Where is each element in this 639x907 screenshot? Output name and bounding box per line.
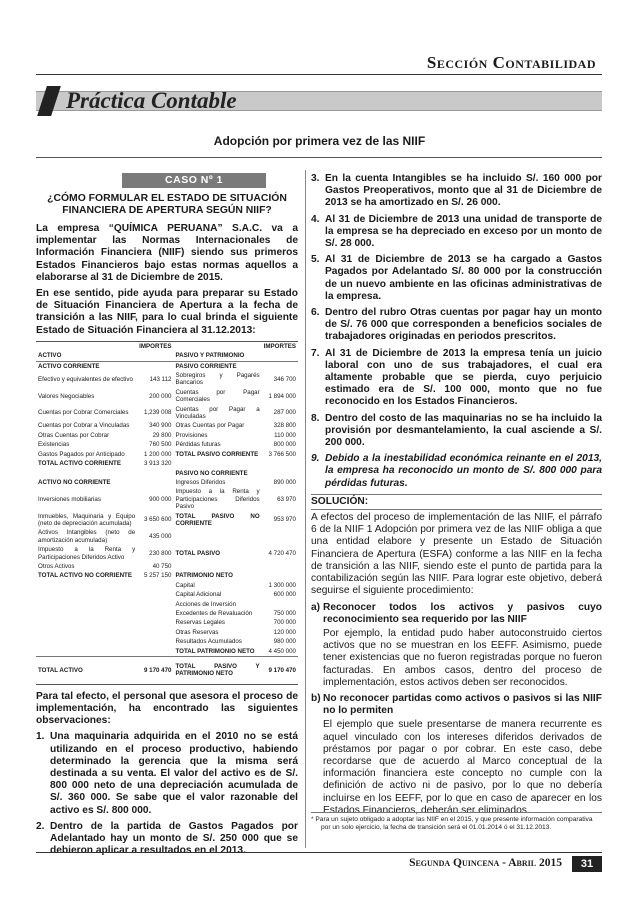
table-cell: Cuentas por Cobrar a Vinculadas <box>38 422 130 430</box>
table-cell: Excedentes de Revaluación <box>175 610 253 618</box>
table-cell: 4 720 470 <box>268 549 296 557</box>
table-cell: Efectivo y equivalentes de efectivo <box>38 375 133 383</box>
table-cell: Capital Adicional <box>175 591 222 599</box>
table-cell: Otros Activos <box>38 562 75 570</box>
amounts-header: IMPORTES <box>263 342 296 350</box>
table-cell: 110 000 <box>274 431 296 439</box>
table-cell: 9 170 470 <box>137 657 173 685</box>
step-b-heading: b) No reconocer partidas como activos o pasivos si las NIIF no lo permiten <box>311 692 602 717</box>
table-cell: PASIVO NO CORRIENTE <box>175 469 248 477</box>
table-cell: 1,239 008 <box>143 409 172 417</box>
table-cell: 890 000 <box>273 478 296 486</box>
balance-sheet-table <box>36 341 298 685</box>
table-row <box>36 571 298 580</box>
case-question: ¿CÓMO FORMULAR EL ESTADO DE SITUACIÓN FINANCIERA DE APERTURA SEGÚN NIIF? <box>47 193 287 216</box>
table-cell: PATRIMONIO NETO <box>175 572 233 580</box>
table-row <box>36 469 298 478</box>
table-row <box>36 600 298 609</box>
table-cell: 760 500 <box>149 441 172 449</box>
step-a-heading: a) Reconocer todos los activos y pasivos cuyo reconocimiento sea requerido por las NIIF <box>311 601 602 625</box>
table-cell: 9 170 470 <box>262 657 298 685</box>
table-cell <box>262 361 298 371</box>
page-footer <box>36 852 602 870</box>
table-cell: 328 800 <box>273 422 296 430</box>
table-header-row <box>36 341 298 351</box>
table-cell: TOTAL ACTIVO NO CORRIENTE <box>38 572 132 580</box>
table-cell: Activos Intangibles (neto de amortización acumulada) <box>38 529 136 544</box>
table-row <box>36 562 298 571</box>
table-cell <box>137 590 173 599</box>
observations-list-left <box>36 731 298 857</box>
table-cell <box>262 600 298 609</box>
table-cell: 3 766 500 <box>268 450 296 458</box>
list-item: 1. Una maquinaria adquirida en el 2010 no se está utilizando en el proceso productivo, habiendo determinado la gerencia que la misma será destinada a su venta. El valor del activo es de S/. 800 000 neto de una depreciación acumulada de S/. 360 000. Se sabe que el valor razonable del activo es S/. 800 000. <box>36 731 298 816</box>
table-cell: 900 000 <box>149 495 172 503</box>
list-item: 9. Debido a la inestabilidad económica reinante en el 2013, la empresa ha reconocido un monto de S/. 800 000 para pérdidas futuras. <box>311 453 602 489</box>
table-cell: TOTAL PASIVO CORRIENTE <box>175 450 259 458</box>
table-cell: 63 970 <box>277 495 296 503</box>
table-cell: Reservas Legales <box>175 619 226 627</box>
table-cell: Otras Reservas <box>175 628 219 636</box>
table-cell <box>137 628 173 637</box>
table-cell <box>137 478 173 487</box>
title-band <box>36 86 602 116</box>
table-cell: 750 000 <box>273 610 296 618</box>
table-cell: 5 257 150 <box>143 572 172 580</box>
table-row <box>36 581 298 590</box>
table-row <box>36 628 298 637</box>
issue-label: Segunda Quincena - Abril 2015 <box>409 857 562 869</box>
table-cell <box>36 647 137 657</box>
article-title: Adopción por primera vez de las NIIF <box>213 134 426 148</box>
table-cell <box>36 590 137 599</box>
solution-heading: SOLUCIÓN: <box>311 494 602 510</box>
table-cell <box>262 459 298 468</box>
page-number: 31 <box>572 856 602 872</box>
table-cell: TOTAL PASIVO <box>175 549 221 557</box>
table-cell: Sobregiros y Pagarés Bancarios <box>175 372 260 387</box>
section-header <box>36 51 602 75</box>
total-row <box>36 657 298 685</box>
table-cell <box>174 528 262 545</box>
observations-list-right <box>311 173 602 490</box>
table-cell <box>262 562 298 571</box>
list-item: 3. En la cuenta Intangibles se ha incluido S/. 160 000 por Gastos Preoperativos, monto que al 31 de Diciembre de 2013 se ha amortizado en S/. 26 000. <box>311 173 602 209</box>
table-cell: TOTAL PASIVO NO CORRIENTE <box>175 512 260 527</box>
table-cell: Resultados Acumulados <box>175 638 242 646</box>
divider <box>36 157 602 158</box>
table-row <box>36 545 298 562</box>
step-b-text: El ejemplo que suele presentarse de manera recurrente es aquel vinculado con los intereses diferidos derivados de préstamos por pagar o por cobrar. En este caso, debe recordarse que de acuerdo al Marco conceptual de la información financiera este concepto no cumple con la definición de activo ni de pasivo, por lo que no debería incluirse en los EEFF, por lo que en caso de aparecer en los Estados Financieros, deberán ser eliminados. <box>323 719 602 816</box>
table-cell <box>36 469 137 478</box>
liabilities-header: PASIVO Y PATRIMONIO <box>175 352 245 360</box>
table-cell: Impuesto a la Renta y Participaciones Diferidos Pasivo <box>175 488 260 511</box>
table-cell: 1 894 000 <box>268 392 296 400</box>
table-cell <box>36 618 137 627</box>
table-cell <box>137 647 173 657</box>
column-divider <box>305 170 306 848</box>
table-cell: TOTAL ACTIVO <box>36 657 137 685</box>
table-cell: 346 700 <box>273 375 296 383</box>
table-row <box>36 388 298 405</box>
table-row <box>36 459 298 468</box>
table-row <box>36 478 298 487</box>
list-item: 8. Dentro del costo de las maquinarias no se ha incluido la provisión por desmantelamiento, la cual asciende a S/. 200 000. <box>311 412 602 449</box>
caso-badge: CASO Nº 1 <box>122 173 266 188</box>
table-cell: ACTIVO NO CORRIENTE <box>38 478 111 486</box>
table-cell <box>262 571 298 580</box>
table-cell: Provisiones <box>175 431 208 439</box>
table-cell: Existencias <box>38 441 70 449</box>
table-cell: Valores Negociables <box>38 392 95 400</box>
table-cell: ACTIVO CORRIENTE <box>36 361 137 371</box>
assets-header: ACTIVO <box>38 352 62 360</box>
right-column <box>311 173 602 820</box>
table-cell: 3 650 600 <box>143 516 172 524</box>
table-cell: Otras Cuentas por Pagar <box>175 422 245 430</box>
request-paragraph: En ese sentido, pide ayuda para preparar su Estado de Situación Financiera de Apertura a la fecha de transición a las NIIF, para lo cual brinda el siguiente Estado de Situación Financiera al 31.12.2013: <box>36 288 298 336</box>
table-row <box>36 440 298 449</box>
table-cell: TOTAL PASIVO Y PATRIMONIO NETO <box>174 657 262 685</box>
table-cell: Cuentas por Pagar Comerciales <box>175 388 260 404</box>
table-cell: 3 913 320 <box>143 460 172 468</box>
table-cell: 120 000 <box>273 628 296 636</box>
footnote: * Para un sujeto obligado a adoptar las NIIF en el 2015, y que presente información comparativa por un solo ejercicio, la fecha de transición será el 01.01.2014 ó el 31.12.2013. <box>311 812 602 832</box>
table-cell: 29 800 <box>152 431 172 439</box>
table-row <box>36 450 298 459</box>
table-cell <box>137 581 173 590</box>
table-cell: Impuesto a la Renta y Participaciones Diferidos Activo <box>38 546 136 561</box>
table-row <box>36 609 298 618</box>
table-cell <box>262 469 298 478</box>
table-row <box>36 528 298 545</box>
observations-intro: Para tal efecto, el personal que asesora el proceso de implementación, ha encontrado las siguientes observaciones: <box>36 690 298 727</box>
section-title: Sección Contabilidad <box>426 53 596 72</box>
table-cell: Gastos Pagados por Anticipado <box>38 450 125 458</box>
table-header-row <box>36 351 298 361</box>
table-cell <box>137 469 173 478</box>
list-item: 5. Al 31 de Diciembre de 2013 se ha cargado a Gastos Pagados por Adelantado S/. 80 000 por la construcción de un nuevo ambiente en las oficinas administrativas de la empresa. <box>311 254 602 302</box>
table-row <box>36 647 298 657</box>
table-cell <box>137 637 173 646</box>
list-item: 2. Dentro de la partida de Gastos Pagados por Adelantado hay un monto de S/. 250 000 que se debieron aplicar a resultados en el 2013. <box>36 820 298 857</box>
table-cell <box>262 528 298 545</box>
table-cell: Inmuebles, Maquinaria y Equipo (neto de depreciación acumulada) <box>38 512 136 527</box>
table-cell <box>137 618 173 627</box>
table-row <box>36 421 298 430</box>
intro-paragraph: La empresa “QUÍMICA PERUANA” S.A.C. va a implementar las Normas Internacionales de Información Financiera (NIIF) siendo sus primeros Estados Financieros bajo estas normas aquellos a elaborarse al 31 de Diciembre de 2015. <box>36 223 298 283</box>
table-cell: 953 970 <box>273 516 296 524</box>
table-cell <box>36 609 137 618</box>
table-row <box>36 512 298 529</box>
table-cell: Otras Cuentas por Cobrar <box>38 431 110 439</box>
step-a-text: Por ejemplo, la entidad pudo haber autoconstruido ciertos activos que no se muestran en los EEFF. Asimismo, puede tener existencias que no fueron registradas porque no fueron facturadas. En ambos casos, dentro del proceso de implementación, estos activos deben ser reconocidos. <box>323 627 602 688</box>
table-cell: 1 300 000 <box>268 581 296 589</box>
table-cell <box>36 628 137 637</box>
table-cell <box>174 459 262 468</box>
table-cell: 800 000 <box>273 441 296 449</box>
table-cell: 600 000 <box>273 591 296 599</box>
table-cell: 340 900 <box>149 422 172 430</box>
table-cell: PASIVO CORRIENTE <box>174 361 262 371</box>
table-cell <box>36 637 137 646</box>
table-cell: Cuentas por Pagar a Vinculadas <box>175 405 260 421</box>
list-item: 6. Dentro del rubro Otras cuentas por pagar hay un monto de S/. 76 000 que corresponden a beneficios sociales de trabajadores originadas en periodos prescritos. <box>311 307 602 343</box>
table-row <box>36 618 298 627</box>
table-cell: 230 800 <box>149 549 172 557</box>
table-cell: TOTAL PATRIMONIO NETO <box>175 647 255 655</box>
band-title: Práctica Contable <box>66 88 237 113</box>
table-cell: Cuentas por Cobrar Comerciales <box>38 409 129 417</box>
table-row <box>36 371 298 388</box>
table-cell: Acciones de Inversión <box>175 600 237 608</box>
table-cell: 200 000 <box>149 392 172 400</box>
table-row <box>36 487 298 511</box>
table-row <box>36 637 298 646</box>
table-cell <box>137 361 173 371</box>
table-row <box>36 431 298 440</box>
table-cell: Capital <box>175 581 195 589</box>
table-cell <box>36 600 137 609</box>
table-cell: 287 000 <box>273 409 296 417</box>
table-cell <box>137 600 173 609</box>
table-row <box>36 590 298 599</box>
table-cell <box>137 609 173 618</box>
list-item: 4. Al 31 de Diciembre de 2013 una unidad de transporte de la empresa se ha depreciado en exceso por un monto de S/. 28 000. <box>311 213 602 250</box>
table-cell: 1 200 000 <box>143 450 172 458</box>
table-cell: Inversiones mobiliarias <box>38 495 101 503</box>
table-row <box>36 361 298 371</box>
table-cell: 4 450 000 <box>268 647 296 655</box>
table-cell <box>174 562 262 571</box>
table-cell <box>36 581 137 590</box>
table-cell: 143 112 <box>149 375 172 383</box>
solution-paragraph: A efectos del proceso de implementación de las NIIF, el párrafo 6 de la NIIF 1 Adopción por primera vez de las NIIF obliga a que una entidad elabore y presente un Estado de Situación Financiera de Apertura (ESFA) conforme a las NIIF en la fecha de transición a las NIIF, siendo este el punto de partida para la contabilización según las NIIF. Para lograr este objetivo, deberá seguirse el siguiente procedimiento: <box>311 512 602 597</box>
table-cell: 980 000 <box>273 638 296 646</box>
left-column <box>36 173 298 862</box>
table-cell: TOTAL ACTIVO CORRIENTE <box>38 460 121 468</box>
list-item: 7. Al 31 de Diciembre de 2013 la empresa tenía un juicio laboral con uno de sus trabajadores, el cual era altamente probable que se pierda, cuyo perjuicio estimado era de S/. 100 000, monto que no fue reconocido en los Estados Financieros. <box>311 347 602 408</box>
amounts-header: IMPORTES <box>139 342 172 350</box>
table-cell: 40 750 <box>152 562 172 570</box>
table-cell: 700 000 <box>273 619 296 627</box>
table-cell: Pérdidas futuras <box>175 441 221 449</box>
table-cell: 435 000 <box>149 533 172 541</box>
table-row <box>36 405 298 422</box>
table-cell: Ingresos Diferidos <box>175 478 226 486</box>
